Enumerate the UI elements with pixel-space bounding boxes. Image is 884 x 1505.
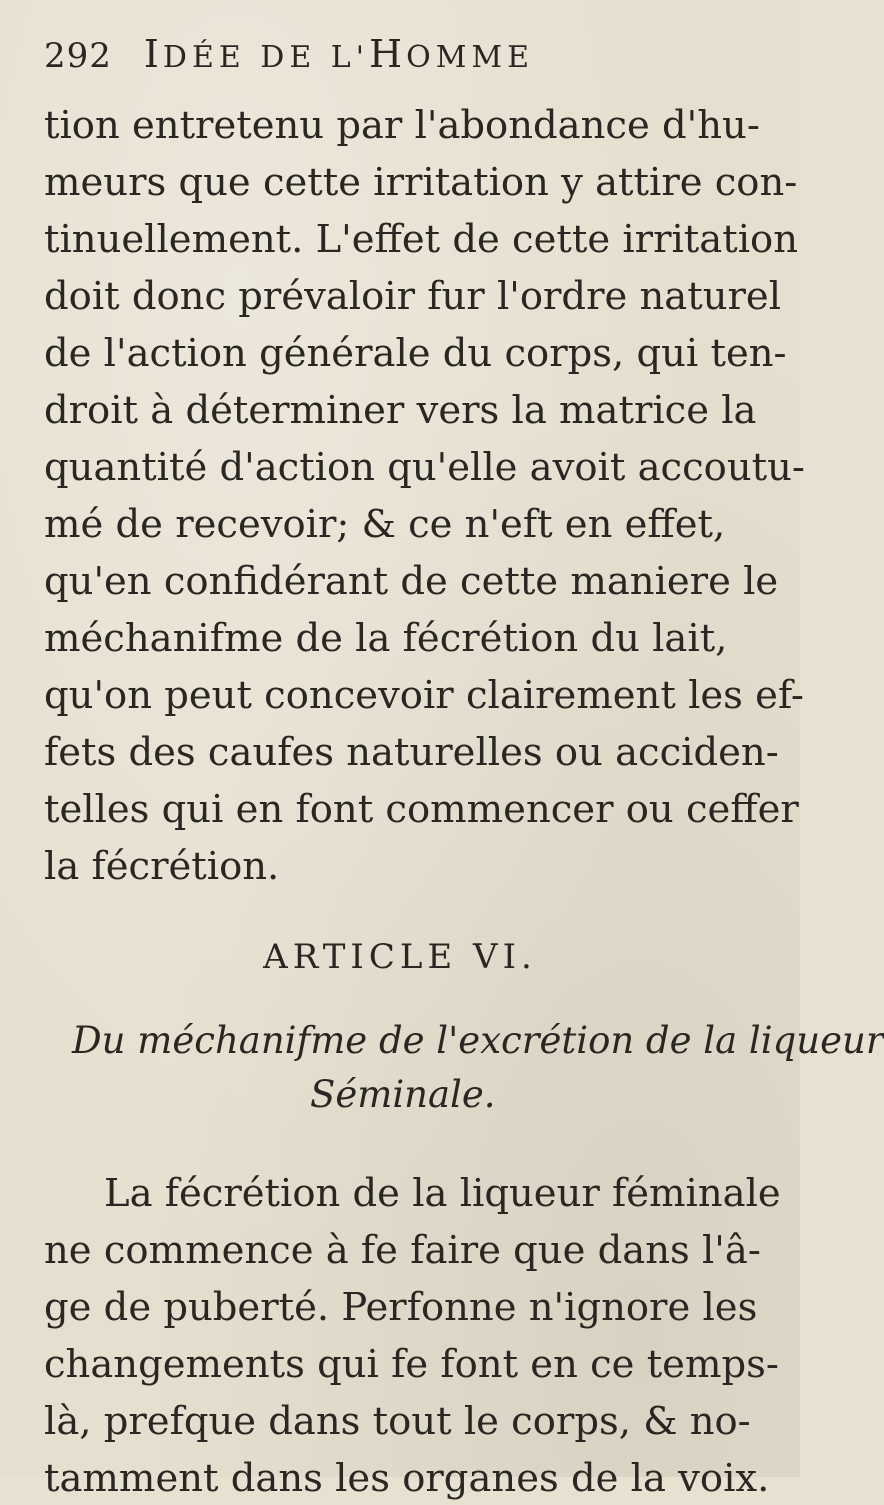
text-line: mé de recevoir; & ce n'eft en effet, bbox=[44, 502, 726, 547]
page-number: 292 bbox=[44, 36, 112, 76]
text-line: tion entretenu par l'abondance d'hu- bbox=[44, 103, 760, 148]
text-line: qu'on peut concevoir clairement les ef- bbox=[44, 673, 804, 718]
running-title-part-2: OMME bbox=[406, 40, 535, 75]
text-line: La fécrétion de la liqueur féminale bbox=[104, 1171, 781, 1216]
text-line: tinuellement. L'effet de cette irritation bbox=[44, 217, 798, 262]
running-title bbox=[144, 28, 534, 84]
text-line: ne commence à fe faire que dans l'â- bbox=[44, 1228, 761, 1273]
text-line: droit à déterminer vers la matrice la bbox=[44, 388, 757, 433]
running-title-part-1: DÉE DE L' bbox=[162, 40, 369, 75]
text-line: la fécrétion. bbox=[44, 844, 280, 889]
text-line: tamment dans les organes de la voix. bbox=[44, 1456, 770, 1501]
text-line: telles qui en font commencer ou ceffer bbox=[44, 787, 799, 832]
page-header bbox=[44, 28, 534, 80]
running-title-initial-h: H bbox=[368, 32, 407, 76]
text-line: fets des caufes naturelles ou acciden- bbox=[44, 730, 779, 775]
article-subtitle-line-1: Du méchanifme de l'excrétion de la liqueur bbox=[72, 1019, 884, 1062]
text-line: qu'en confidérant de cette maniere le bbox=[44, 559, 779, 604]
article-heading: ARTICLE VI. bbox=[263, 937, 537, 977]
text-line: de l'action générale du corps, qui ten- bbox=[44, 331, 787, 376]
text-line: ge de puberté. Perfonne n'ignore les bbox=[44, 1285, 758, 1330]
text-line: quantité d'action qu'elle avoit accoutu- bbox=[44, 445, 805, 490]
running-title-initial: I bbox=[143, 32, 163, 76]
text-line: doit donc prévaloir fur l'ordre naturel bbox=[44, 274, 782, 319]
text-line: meurs que cette irritation y attire con- bbox=[44, 160, 798, 205]
text-line: là, prefque dans tout le corps, & no- bbox=[44, 1399, 751, 1444]
article-subtitle-line-2: Séminale. bbox=[310, 1073, 496, 1116]
text-line: méchanifme de la fécrétion du lait, bbox=[44, 616, 728, 661]
text-line: changements qui fe font en ce temps- bbox=[44, 1342, 779, 1387]
